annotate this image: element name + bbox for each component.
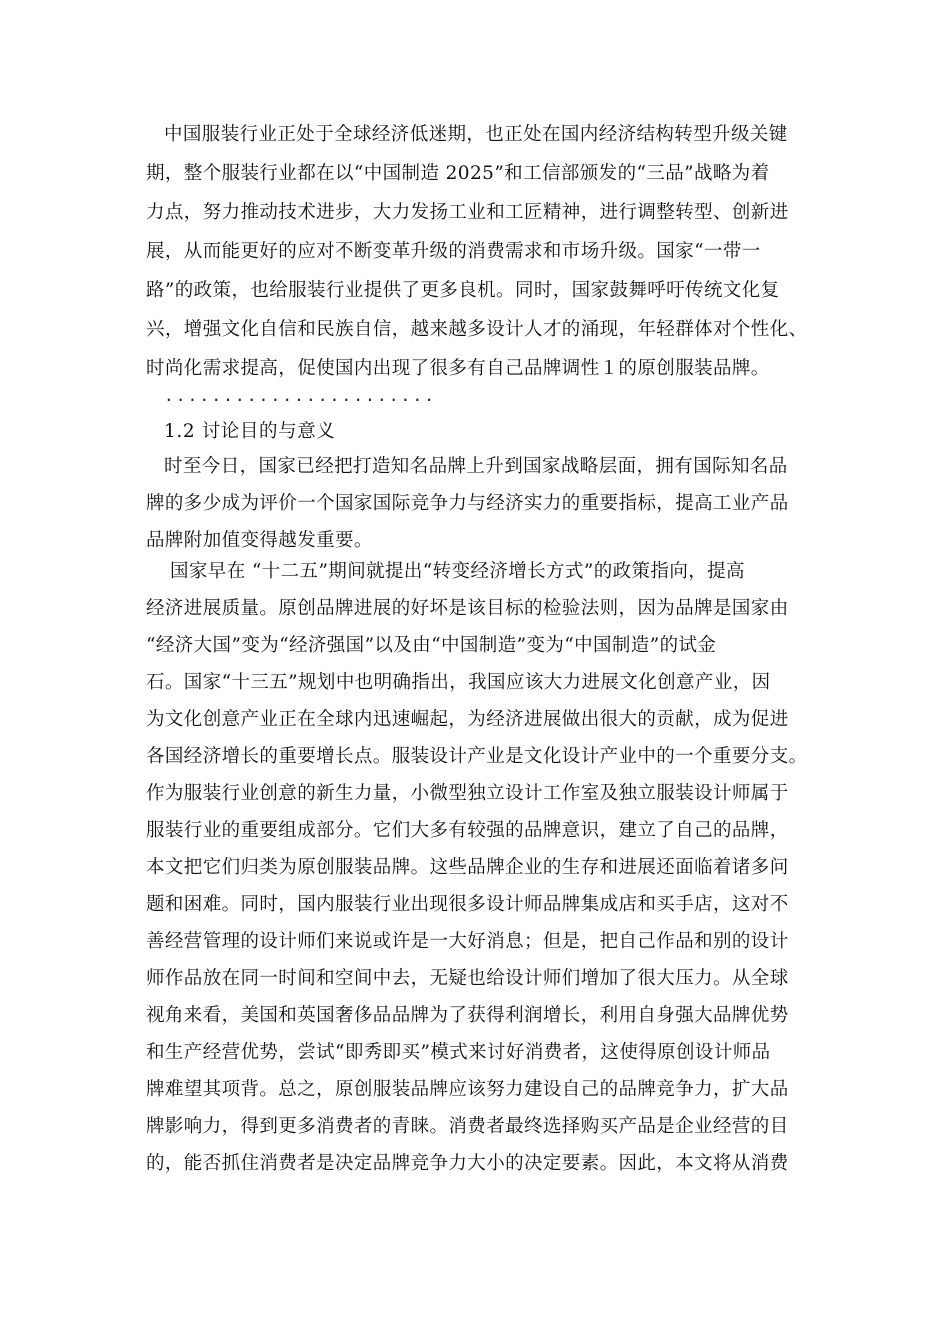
paragraph-line: 视角来看，美国和英国奢侈品品牌为了获得利润增长，利用自身强大品牌优势 xyxy=(146,1005,789,1026)
section-heading: 1.2 讨论目的与意义 xyxy=(164,421,336,442)
paragraph-line: 中国服装行业正处于全球经济低迷期，也正处在国内经济结构转型升级关键 xyxy=(164,124,788,145)
paragraph-line: 服装行业的重要组成部分。它们大多有较强的品牌意识，建立了自己的品牌， xyxy=(146,820,789,841)
paragraph-line: 牌影响力，得到更多消费者的青睐。消费者最终选择购买产品是企业经营的目 xyxy=(146,1116,789,1137)
paragraph-line: 国家早在 “十二五”期间就提出“转变经济增长方式”的政策指向，提高 xyxy=(170,561,745,582)
paragraph-line: 题和困难。同时，国内服装行业出现很多设计师品牌集成店和买手店，这对不 xyxy=(146,894,789,915)
paragraph-line: 本文把它们归类为原创服装品牌。这些品牌企业的生存和进展还面临着诸多问 xyxy=(146,857,789,878)
paragraph-line: 时至今日，国家已经把打造知名品牌上升到国家战略层面，拥有国际知名品 xyxy=(164,456,788,477)
paragraph-line: 期，整个服装行业都在以“中国制造 2025”和工信部颁发的“三品”战略为着 xyxy=(146,163,770,184)
paragraph-line: 为文化创意产业正在全球内迅速崛起，为经济进展做出很大的贡献，成为促进 xyxy=(146,709,789,730)
paragraph-line: 牌的多少成为评价一个国家国际竞争力与经济实力的重要指标，提高工业产品 xyxy=(146,493,789,514)
paragraph-line: 时尚化需求提高，促使国内出现了很多有自己品牌调性１的原创服装品牌。 xyxy=(146,358,770,379)
paragraph-line: 善经营管理的设计师们来说或许是一大好消息；但是，把自己作品和别的设计 xyxy=(146,931,789,952)
paragraph-line: 的，能否抓住消费者是决定品牌竞争力大小的决定要素。因此，本文将从消费 xyxy=(146,1153,789,1174)
paragraph-line: 作为服装行业创意的新生力量，小微型独立设计工作室及独立服装设计师属于 xyxy=(146,783,789,804)
paragraph-line: 牌难望其项背。总之，原创服装品牌应该努力建设自己的品牌竞争力，扩大品 xyxy=(146,1079,789,1100)
paragraph-line: “经济大国”变为“经济强国”以及由“中国制造”变为“中国制造”的试金 xyxy=(146,635,717,656)
paragraph-line: 师作品放在同一时间和空间中去，无疑也给设计师们增加了很大压力。从全球 xyxy=(146,968,789,989)
paragraph-industry-background xyxy=(146,120,808,379)
paragraph-line: 石。国家“十三五”规划中也明确指出，我国应该大力进展文化创意产业，因 xyxy=(146,672,771,693)
paragraph-research-purpose xyxy=(146,452,806,572)
paragraph-line: 路”的政策，也给服装行业提供了更多良机。同时，国家鼓舞呼吁传统文化复 xyxy=(146,280,780,301)
paragraph-policy-significance xyxy=(146,557,806,1197)
paragraph-line: 和生产经营优势，尝试“即秀即买”模式来讨好消费者，这使得原创设计师品 xyxy=(146,1042,771,1063)
paragraph-line: 展，从而能更好的应对不断变革升级的消费需求和市场升级。国家“一带一 xyxy=(146,241,761,262)
paragraph-line: 各国经济增长的重要增长点。服装设计产业是文化设计产业中的一个重要分支。 xyxy=(146,746,808,767)
paragraph-line: 兴，增强文化自信和民族自信，越来越多设计人才的涌现，年轻群体对个性化、 xyxy=(146,319,808,340)
paragraph-line: 品牌附加值变得越发重要。 xyxy=(146,530,373,551)
paragraph-line: 力点，努力推动技术进步，大力发扬工业和工匠精神，进行调整转型、创新进 xyxy=(146,202,789,223)
dotted-separator: ....................... xyxy=(164,386,437,405)
paragraph-line: 经济进展质量。原创品牌进展的好坏是该目标的检验法则，因为品牌是国家由 xyxy=(146,598,789,619)
